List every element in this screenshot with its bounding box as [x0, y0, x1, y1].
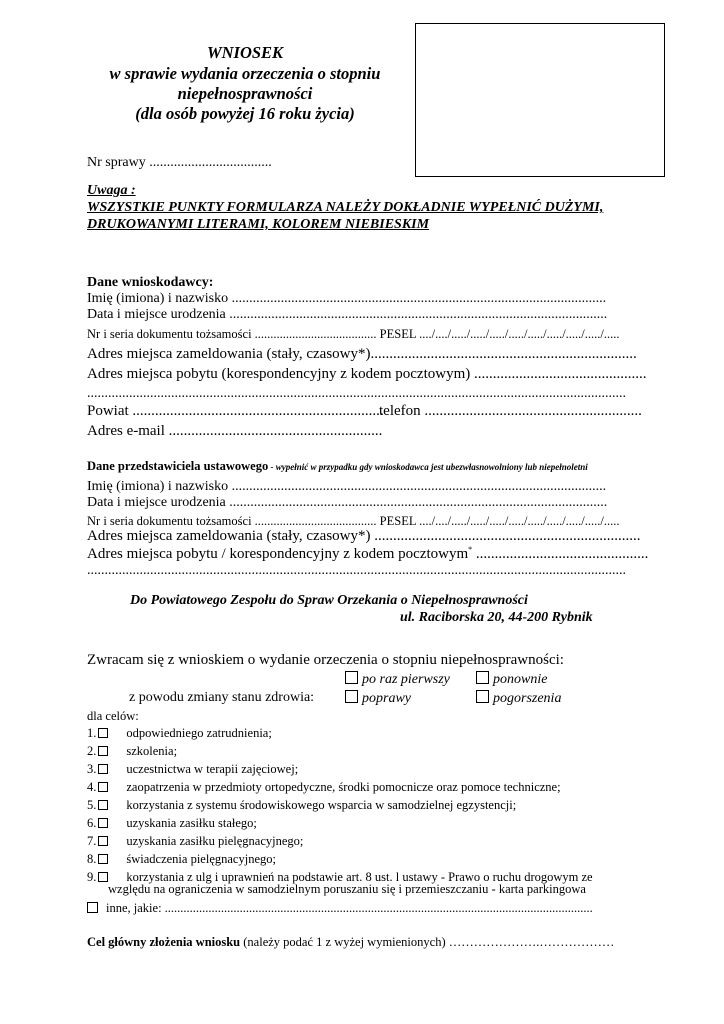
option-first-time[interactable] [345, 671, 450, 688]
notice-line2: DRUKOWANYMI LITERAMI, KOLOREM NIEBIESKIM [87, 217, 430, 232]
purpose-checkbox[interactable] [98, 746, 108, 756]
main-goal-label: Cel główny złożenia wniosku [87, 935, 241, 949]
purpose-text: uzyskania zasiłku stałego; [126, 816, 257, 830]
representative-note: - wypełnić w przypadku gdy wnioskodawca jest ubezwłasnowolniony lub niepełnoletni [268, 462, 588, 472]
purpose-checkbox[interactable] [98, 854, 108, 864]
checkbox-worsening[interactable] [476, 690, 489, 703]
purpose-number: 1. [87, 726, 97, 740]
purpose-checkbox[interactable] [98, 800, 108, 810]
addressee-line1: Do Powiatowego Zespołu do Spraw Orzekania o Niepełnosprawności [130, 593, 528, 608]
option-first-time-label: po raz pierwszy [362, 672, 450, 687]
applicant-heading: Dane wnioskodawcy: [87, 275, 214, 290]
purpose-text: korzystania z ulg i uprawnień na podstawie art. 8 ust. l ustawy - Prawo o ruchu drogowym ze [126, 870, 593, 884]
purpose-checkbox[interactable] [98, 872, 108, 882]
representative-heading-row [87, 457, 588, 475]
applicant-name-field[interactable]: Imię (imiona) i nazwisko ........................................................................................................... [87, 291, 607, 306]
representative-name-field[interactable]: Imię (imiona) i nazwisko ........................................................................................................... [87, 479, 607, 494]
purpose-item[interactable] [87, 726, 272, 741]
purpose-text: uczestnictwa w terapii zajęciowej; [126, 762, 299, 776]
photo-stamp-box [415, 23, 665, 177]
purpose-item[interactable] [87, 798, 516, 813]
checkbox-purpose-other[interactable] [87, 902, 98, 913]
purpose-item[interactable] [87, 834, 303, 849]
representative-birth-field[interactable]: Data i miejsce urodzenia ............................................................................................................ [87, 495, 608, 510]
purpose-other-row[interactable] [87, 901, 593, 916]
checkbox-again[interactable] [476, 671, 489, 684]
notice-label: Uwaga : [87, 183, 136, 198]
notice-line1: WSZYSTKIE PUNKTY FORMULARZA NALEŻY DOKŁADNIE WYPEŁNIĆ DUŻYMI, [87, 200, 604, 215]
purpose-number: 7. [87, 834, 97, 848]
representative-document-field[interactable]: Nr i seria dokumentu tożsamości ....................................... PESEL ..../..../...../...../...../...../...../...../...../...../..... [87, 514, 620, 528]
purpose-checkbox[interactable] [98, 818, 108, 828]
representative-address-continuation[interactable]: .......................................................................................................................................................... [87, 563, 626, 578]
purpose-number: 6. [87, 816, 97, 830]
applicant-county-field[interactable]: Powiat ................................................................... [87, 403, 384, 419]
request-intro: Zwracam się z wnioskiem o wydanie orzeczenia o stopniu niepełnosprawności: [87, 652, 564, 668]
option-improvement-label: poprawy [362, 691, 411, 706]
purpose-number: 9. [87, 870, 97, 884]
form-subtitle-line1: w sprawie wydania orzeczenia o stopniu [109, 64, 381, 83]
representative-heading: Dane przedstawiciela ustawowego [87, 459, 269, 473]
form-subtitle-age: (dla osób powyżej 16 roku życia) [135, 104, 355, 123]
purpose-checkbox[interactable] [98, 764, 108, 774]
purpose-text: uzyskania zasiłku pielęgnacyjnego; [126, 834, 304, 848]
purpose-text: świadczenia pielęgnacyjnego; [126, 852, 276, 866]
representative-residence-address-field[interactable] [87, 545, 648, 563]
applicant-email-field[interactable]: Adres e-mail ......................................................... [87, 423, 383, 439]
representative-registered-address-field[interactable]: Adres miejsca zameldowania (stały, czasowy*) ....................................................................... [87, 528, 641, 544]
option-again-label: ponownie [493, 672, 548, 687]
purpose-number: 8. [87, 852, 97, 866]
applicant-residence-address-field[interactable]: Adres miejsca pobytu (korespondencyjny z kodem pocztowym) .............................................. [87, 366, 647, 382]
option-worsening-label: pogorszenia [493, 691, 562, 706]
purpose-checkbox[interactable] [98, 728, 108, 738]
purpose-checkbox[interactable] [98, 836, 108, 846]
purpose-text: odpowiedniego zatrudnienia; [126, 726, 272, 740]
purpose-number: 2. [87, 744, 97, 758]
representative-residence-label: Adres miejsca pobytu / korespondencyjny z kodem pocztowym [87, 546, 469, 562]
purpose-item[interactable] [87, 816, 257, 831]
purpose-number: 5. [87, 798, 97, 812]
checkbox-improvement[interactable] [345, 690, 358, 703]
footnote-mark: * [468, 545, 473, 554]
option-again[interactable] [476, 671, 547, 688]
option-improvement[interactable] [345, 690, 411, 707]
applicant-address-continuation[interactable]: .......................................................................................................................................................... [87, 386, 626, 401]
applicant-phone-field[interactable]: telefon .......................................................... [379, 403, 642, 419]
applicant-registered-address-field[interactable]: Adres miejsca zameldowania (stały, czasowy*)....................................................................... [87, 346, 637, 362]
purpose-text: korzystania z systemu środowiskowego wsparcia w samodzielnej egzystencji; [126, 798, 517, 812]
change-label: z powodu zmiany stanu zdrowia: [129, 690, 315, 705]
form-subtitle-line2: niepełnosprawności [177, 84, 313, 103]
purpose-9-continuation: względu na ograniczenia w samodzielnym poruszaniu się i przemieszczaniu - karta parkingowa [108, 882, 586, 896]
purpose-item[interactable] [87, 852, 276, 867]
purpose-item[interactable] [87, 762, 298, 777]
purpose-number: 4. [87, 780, 97, 794]
purpose-checkbox[interactable] [98, 782, 108, 792]
case-number-field[interactable]: Nr sprawy ................................... [87, 155, 272, 170]
main-goal-row[interactable] [87, 935, 614, 950]
applicant-birth-field[interactable]: Data i miejsce urodzenia ............................................................................................................ [87, 307, 608, 322]
main-goal-field[interactable]: (należy podać 1 z wyżej wymienionych) ………………….……………… [240, 935, 615, 949]
purpose-other-field[interactable]: inne, jakie: ......................................................................................................................................... [106, 901, 593, 915]
purpose-number: 3. [87, 762, 97, 776]
form-title: WNIOSEK [206, 43, 284, 62]
representative-residence-dots: .............................................. [472, 546, 649, 562]
addressee-line2: ul. Raciborska 20, 44-200 Rybnik [400, 610, 593, 625]
purpose-text: szkolenia; [126, 744, 178, 758]
option-worsening[interactable] [476, 690, 561, 707]
purpose-item[interactable] [87, 744, 177, 759]
applicant-document-field[interactable]: Nr i seria dokumentu tożsamości ....................................... PESEL ..../..../...../...../...../...../...../...../...../...../..... [87, 327, 620, 341]
checkbox-first-time[interactable] [345, 671, 358, 684]
purpose-text: zaopatrzenia w przedmioty ortopedyczne, środki pomocnicze oraz pomoce techniczne; [126, 780, 561, 794]
purpose-item[interactable] [87, 780, 561, 795]
purposes-label: dla celów: [87, 709, 139, 723]
